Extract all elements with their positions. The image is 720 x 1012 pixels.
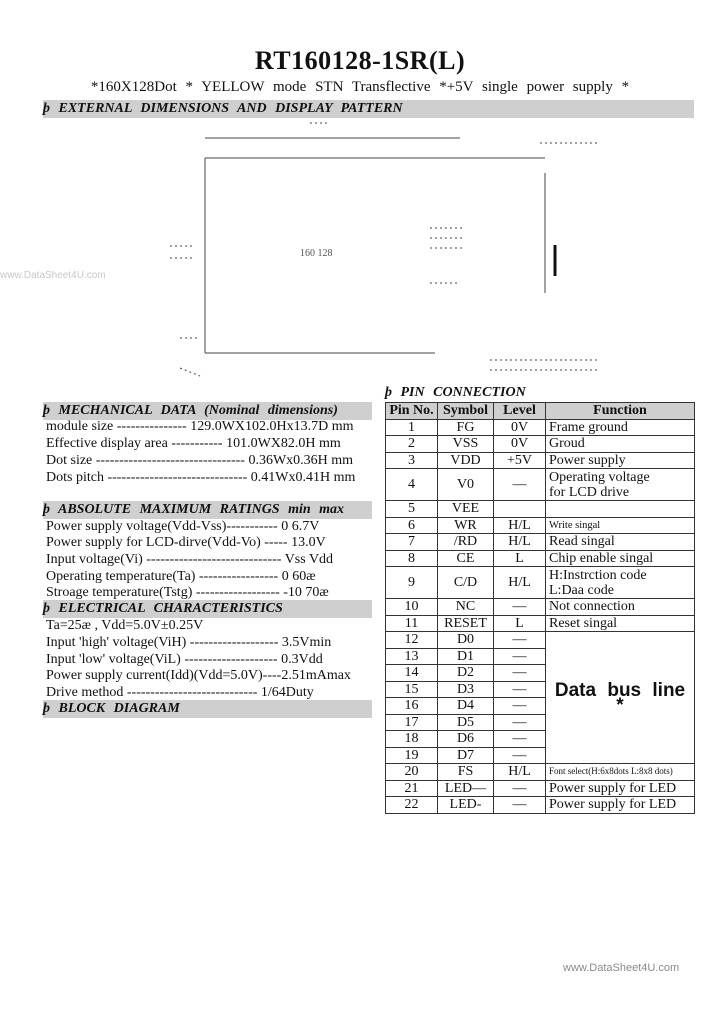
table-row [386, 599, 695, 616]
pin-level: H/L [494, 534, 546, 551]
page-subtitle: *160X128Dot * YELLOW mode STN Transflective *+5V single power supply * [90, 79, 630, 95]
pin-function: Power supply for LED [546, 780, 695, 797]
pin-symbol: C/D [438, 567, 494, 599]
pin-no: 4 [386, 469, 438, 501]
pin-no: 1 [386, 419, 438, 436]
pin-symbol: CE [438, 550, 494, 567]
header-pin-no: Pin No. [386, 403, 438, 420]
pin-symbol: /RD [438, 534, 494, 551]
pin-symbol: D3 [438, 681, 494, 698]
section-pin-connection [385, 384, 565, 402]
watermark-left: www.DataSheet4U.com [0, 270, 106, 281]
pin-level [494, 501, 546, 518]
pin-level: — [494, 698, 546, 715]
pin-function: Operating voltage [549, 469, 650, 485]
pin-no: 15 [386, 681, 438, 698]
dimension-drawing [160, 118, 620, 388]
table-row [386, 452, 695, 469]
pin-no: 21 [386, 780, 438, 797]
pin-level: — [494, 797, 546, 814]
pin-level: — [494, 780, 546, 797]
section-mechanical-title: þ MECHANICAL DATA (Nominal dimensions) [43, 403, 338, 418]
pin-level: — [494, 747, 546, 764]
mechanical-item: module size --------------- 129.0WX102.0Hx13.7D mm [46, 419, 354, 434]
pin-function [546, 501, 695, 518]
table-row [386, 550, 695, 567]
table-row [386, 517, 695, 534]
pin-level: — [494, 648, 546, 665]
pin-level: — [494, 469, 546, 501]
pin-no: 13 [386, 648, 438, 665]
pin-level: 0V [494, 419, 546, 436]
pin-function-line2: for LCD drive [549, 484, 630, 500]
pin-no: 16 [386, 698, 438, 715]
pin-function: Frame ground [546, 419, 695, 436]
pin-function: Write singal [546, 517, 695, 534]
section-external-title: þ EXTERNAL DIMENSIONS AND DISPLAY PATTERN [43, 101, 403, 116]
pin-level: H/L [494, 567, 546, 599]
pin-function: Power supply for LED [546, 797, 695, 814]
table-row [386, 419, 695, 436]
pin-function: Groud [546, 436, 695, 453]
pin-level: +5V [494, 452, 546, 469]
pin-level: H/L [494, 517, 546, 534]
pin-no: 7 [386, 534, 438, 551]
table-row [386, 567, 695, 599]
pin-function-cell [546, 469, 695, 501]
pin-no: 10 [386, 599, 438, 616]
table-row [386, 501, 695, 518]
pin-symbol: D4 [438, 698, 494, 715]
table-row [386, 780, 695, 797]
pin-table-header [386, 403, 695, 420]
pin-function: H:Instrction code [549, 567, 647, 583]
pin-symbol: V0 [438, 469, 494, 501]
pin-no: 19 [386, 747, 438, 764]
electrical-item: Input 'low' voltage(ViL) -------------------- 0.3Vdd [46, 652, 323, 667]
pin-symbol: VSS [438, 436, 494, 453]
header-function: Function [546, 403, 695, 420]
absolute-item: Input voltage(Vi) ----------------------------- Vss Vdd [46, 552, 334, 567]
pin-symbol: FG [438, 419, 494, 436]
pin-function: Chip enable singal [546, 550, 695, 567]
dim-dash-l [180, 368, 200, 376]
absolute-item: Power supply for LCD-dirve(Vdd-Vo) ----- 13.0V [46, 535, 326, 550]
pin-no: 6 [386, 517, 438, 534]
section-pin-title: þ PIN CONNECTION [385, 385, 526, 400]
pin-no: 3 [386, 452, 438, 469]
section-electrical [43, 600, 372, 618]
pin-no: 9 [386, 567, 438, 599]
pin-function-cell [546, 567, 695, 599]
mechanical-item: Dot size -------------------------------- 0.36Wx0.36H mm [46, 453, 354, 468]
pin-symbol: D0 [438, 632, 494, 649]
pin-level: — [494, 665, 546, 682]
pin-symbol: VDD [438, 452, 494, 469]
pin-symbol: D2 [438, 665, 494, 682]
pin-no: 14 [386, 665, 438, 682]
pin-level: — [494, 681, 546, 698]
table-row [386, 534, 695, 551]
table-row [386, 632, 695, 649]
pin-level: — [494, 632, 546, 649]
pin-function: Read singal [546, 534, 695, 551]
pin-symbol: D5 [438, 714, 494, 731]
pin-level: H/L [494, 764, 546, 781]
pin-no: 8 [386, 550, 438, 567]
pin-level: — [494, 714, 546, 731]
section-block-title: þ BLOCK DIAGRAM [43, 701, 180, 716]
pin-no: 12 [386, 632, 438, 649]
pin-symbol: FS [438, 764, 494, 781]
pin-no: 17 [386, 714, 438, 731]
pin-symbol: LED— [438, 780, 494, 797]
section-block-diagram [43, 700, 372, 718]
section-electrical-title: þ ELECTRICAL CHARACTERISTICS [43, 601, 283, 616]
pin-function: Not connection [546, 599, 695, 616]
pin-function-line2: L:Daa code [549, 582, 614, 598]
pin-no: 5 [386, 501, 438, 518]
pin-table [385, 402, 695, 814]
table-row [386, 615, 695, 632]
pin-symbol: D7 [438, 747, 494, 764]
electrical-item: Ta=25æ , Vdd=5.0V±0.25V [46, 618, 204, 633]
pin-level: L [494, 615, 546, 632]
absolute-item: Stroage temperature(Tstg) ------------------ -10 70æ [46, 585, 329, 600]
absolute-item: Operating temperature(Ta) ----------------- 0 60æ [46, 569, 316, 584]
table-row [386, 469, 695, 501]
pin-no: 2 [386, 436, 438, 453]
section-external-dimensions [43, 100, 694, 118]
section-absolute-ratings [43, 501, 372, 519]
mechanical-item: Effective display area ----------- 101.0WX82.0H mm [46, 436, 341, 451]
pin-symbol: RESET [438, 615, 494, 632]
pin-no: 18 [386, 731, 438, 748]
pin-symbol: D6 [438, 731, 494, 748]
pin-symbol: NC [438, 599, 494, 616]
table-row [386, 764, 695, 781]
pin-function: Reset singal [546, 615, 695, 632]
section-absolute-title: þ ABSOLUTE MAXIMUM RATINGS min max [43, 502, 345, 517]
watermark-bottom: www.DataSheet4U.com [563, 962, 680, 974]
pin-function: Power supply [546, 452, 695, 469]
header-level: Level [494, 403, 546, 420]
pin-level: — [494, 731, 546, 748]
electrical-item: Drive method ---------------------------- 1/64Duty [46, 685, 314, 700]
mechanical-item: Dots pitch ------------------------------ 0.41Wx0.41H mm [46, 470, 356, 485]
pin-symbol: LED- [438, 797, 494, 814]
pin-level: — [494, 599, 546, 616]
table-row [386, 436, 695, 453]
electrical-item: Power supply current(Idd)(Vdd=5.0V)----2.51mAmax [46, 668, 351, 683]
electrical-item: Input 'high' voltage(ViH) ------------------- 3.5Vmin [46, 635, 332, 650]
pin-symbol: VEE [438, 501, 494, 518]
absolute-item: Power supply voltage(Vdd-Vss)----------- 0 6.7V [46, 519, 320, 534]
pin-symbol: WR [438, 517, 494, 534]
data-bus-label: Data bus line * [546, 632, 695, 764]
pin-level: L [494, 550, 546, 567]
pin-function: Font select(H:6x8dots L:8x8 dots) [546, 764, 695, 781]
header-symbol: Symbol [438, 403, 494, 420]
pin-level: 0V [494, 436, 546, 453]
drawing-center-label: 160 128 [300, 248, 333, 259]
page-title: RT160128-1SR(L) [254, 46, 466, 75]
table-row [386, 797, 695, 814]
pin-no: 22 [386, 797, 438, 814]
pin-no: 11 [386, 615, 438, 632]
pin-symbol: D1 [438, 648, 494, 665]
pin-no: 20 [386, 764, 438, 781]
